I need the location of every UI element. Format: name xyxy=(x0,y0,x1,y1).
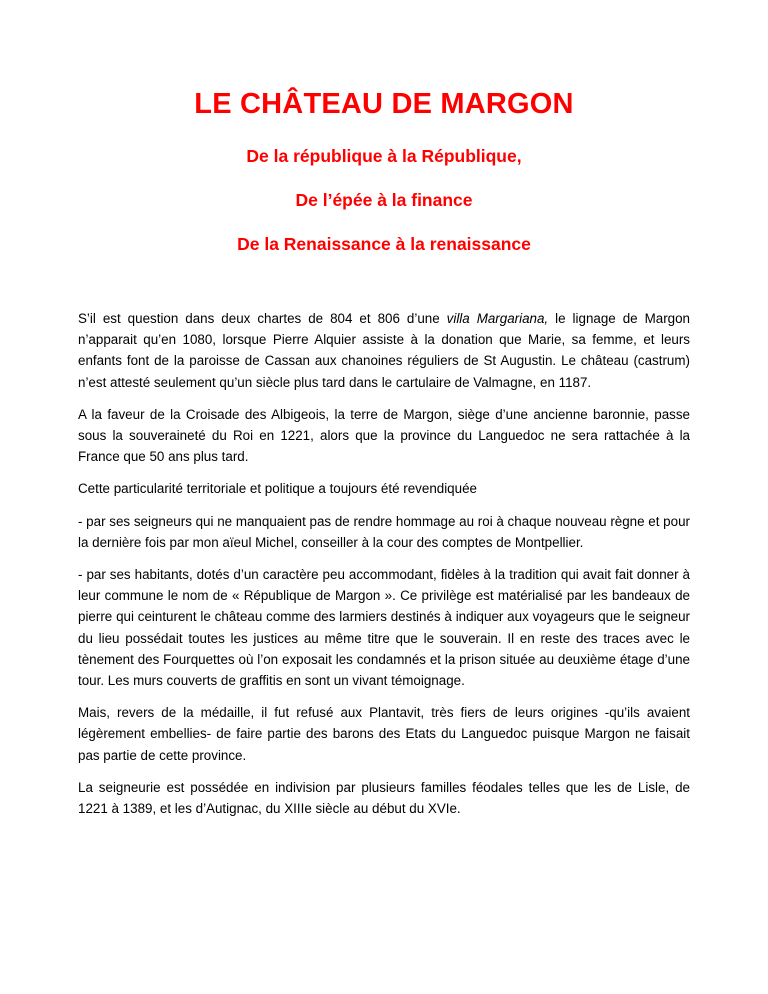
paragraph-particularite: Cette particularité territoriale et politique a toujours été revendiquée xyxy=(78,481,477,497)
paragraph-habitants: - par ses habitants, dotés d’un caractère peu accommodant, fidèles à la tradition qui avait fait donner à leur commune le nom de « République de Margon ». Ce privilège est matérialisé par les bandeaux de pierre qui ceinturent le château comme des larmiers destinés à indiquer aux voyageurs que le seigneur du lieu possédait toutes les justices au même titre que le souverain. Il en reste des traces avec le tènement des Fourquettes où l’on exposait les condamnés et la prison située au deuxième étage d’une tour. Les murs couverts de graffitis en sont un vivant témoignage. xyxy=(78,567,690,689)
subtitle-republique: De la république à la République, xyxy=(246,146,522,166)
paragraph-seigneurie: La seigneurie est possédée en indivision par plusieurs familles féodales telles que les de Lisle, de 1221 à 1389, et les d’Autignac, du XIIIe siècle au début du XVIe. xyxy=(78,779,690,817)
paragraph-origins-part1: S’il est question dans deux chartes de 804 et 806 d’une xyxy=(78,311,447,326)
paragraph-croisade: A la faveur de la Croisade des Albigeois, la terre de Margon, siège d’une ancienne baronnie, passe sous la souveraineté du Roi en 1221, alors que la province du Languedoc ne sera rattachée à la France que 50 ans plus tard. xyxy=(78,406,690,465)
paragraph-seigneurs: - par ses seigneurs qui ne manquaient pas de rendre hommage au roi à chaque nouveau règne et pour la dernière fois par mon aïeul Michel, conseiller à la cour des comptes de Montpellier. xyxy=(78,513,690,550)
paragraph-origins-part2: le lignage de Margon n’apparait qu’en 1080, lorsque Pierre Alquier assiste à la donation que Marie, sa femme, et leurs enfants font de la paroisse de Cassan aux chanoines réguliers de St Augustin. Le château (castrum) n’est attesté seulement qu’un siècle plus tard dans le cartulaire de Valmagne, en 1187. xyxy=(78,311,691,390)
paragraph-origins xyxy=(78,308,690,393)
paragraph-plantavit: Mais, revers de la médaille, il fut refusé aux Plantavit, très fiers de leurs origines -qu’ils avaient légèrement embellies- de faire partie des barons des Etats du Languedoc puisque Margon ne faisait pas partie de cette province. xyxy=(78,705,690,763)
subtitle-epee-finance: De l’épée à la finance xyxy=(295,190,473,210)
villa-margariana-italic: villa Margariana, xyxy=(446,311,549,326)
body-text xyxy=(78,308,690,830)
document-title: LE CHÂTEAU DE MARGON xyxy=(194,88,574,120)
subtitle-renaissance: De la Renaissance à la renaissance xyxy=(237,234,531,254)
